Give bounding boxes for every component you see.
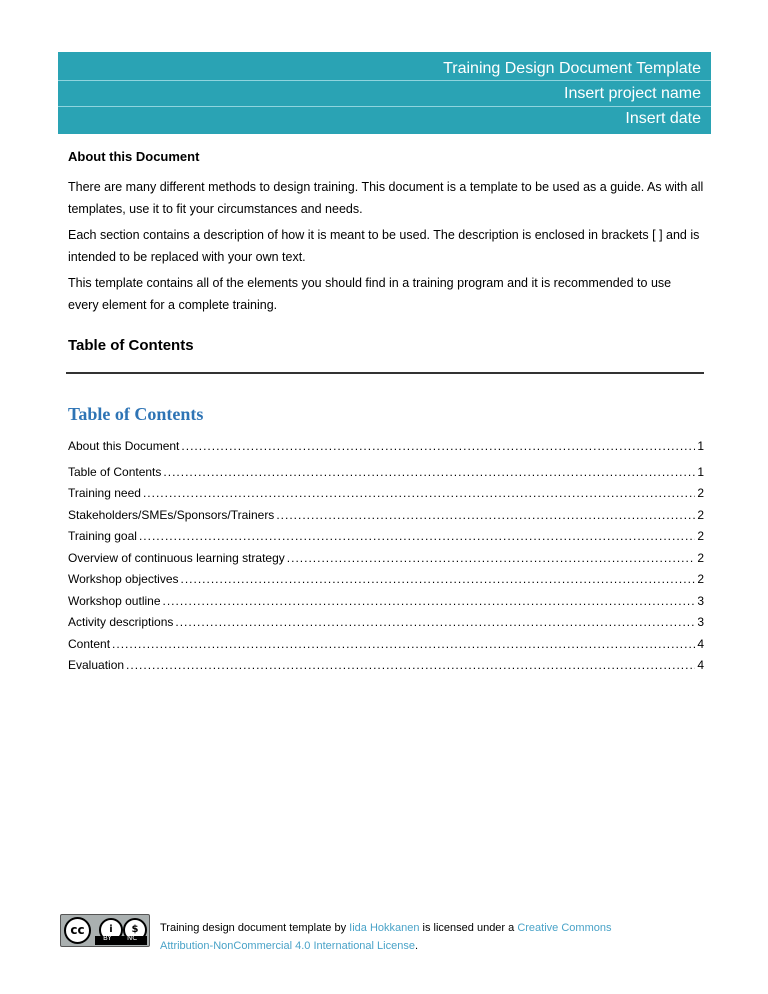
toc-entry-page: 1 (697, 439, 704, 453)
toc-leader-dots (181, 569, 696, 591)
toc-entry[interactable] (68, 591, 704, 613)
toc-entry-label: Activity descriptions (68, 615, 174, 629)
toc-entry[interactable] (68, 612, 704, 634)
footer-text: is licensed under a (419, 922, 518, 934)
toc-entry-page: 2 (697, 572, 704, 586)
toc-leader-dots (126, 655, 695, 677)
toc-entry-label: Workshop outline (68, 593, 161, 608)
toc-entry[interactable] (68, 483, 704, 505)
horizontal-rule (66, 372, 704, 374)
license-notice (160, 919, 700, 955)
toc-entry-label: Training goal (68, 529, 137, 543)
cc-license-badge[interactable] (60, 914, 150, 947)
license-link[interactable]: Creative Commons (517, 922, 612, 934)
toc-title: Table of Contents (68, 404, 204, 424)
about-paragraph: This template contains all of the elements you should find in a training program and it is recommended to use every element for a complete training. (68, 276, 672, 312)
toc-entry-page: 4 (697, 636, 704, 651)
toc-entry[interactable] (68, 436, 704, 458)
document-title: Training Design Document Template (443, 60, 701, 77)
header-divider (58, 106, 711, 107)
toc-entry-page: 3 (697, 615, 704, 629)
badge-label-strip (95, 936, 147, 945)
toc-entry-page: 2 (697, 507, 704, 522)
toc-entry-label: About this Document (68, 439, 180, 453)
footer-period: . (414, 940, 419, 952)
toc-entry-label: Table of Contents (68, 464, 162, 479)
author-link[interactable]: Iida Hokkanen (349, 922, 420, 934)
toc-entry-page: 2 (697, 529, 704, 543)
toc-leader-dots (175, 612, 695, 634)
about-paragraph: Each section contains a description of how it is meant to be used. The description is enclosed in brackets [ ] and is intended to be replaced with your own text. (68, 228, 700, 264)
cc-icon: cc (64, 917, 91, 944)
license-link[interactable]: Attribution-NonCommercial 4.0 International License (160, 940, 415, 952)
toc-entry[interactable] (68, 526, 704, 548)
toc-leader-dots (287, 548, 696, 570)
toc-entry-page: 1 (697, 464, 704, 479)
attribution-icon: i (99, 918, 123, 942)
toc-leader-dots (181, 436, 695, 458)
about-heading: About this Document (68, 149, 200, 164)
toc-entry-label: Evaluation (68, 658, 125, 672)
header-banner (58, 52, 711, 134)
toc-entry-label: Workshop objectives (68, 572, 179, 586)
toc-entry-label: Content (68, 636, 111, 651)
toc-entry-label: Stakeholders/SMEs/Sponsors/Trainers (68, 507, 275, 522)
about-section (68, 148, 704, 320)
toc-entry[interactable] (68, 505, 704, 527)
about-paragraph: There are many different methods to design training. This document is a template to be used as a guide. As with all templates, use it to fit your circumstances and needs. (68, 180, 704, 216)
toc-entry[interactable] (68, 548, 704, 570)
toc-leader-dots (163, 591, 696, 613)
document-date: Insert date (625, 110, 701, 127)
toc-leader-dots (276, 505, 695, 527)
toc-section-heading: Table of Contents (68, 337, 194, 354)
toc-entry-page: 2 (697, 550, 704, 565)
toc-entry-label: Overview of continuous learning strategy (68, 550, 285, 565)
toc-entry[interactable] (68, 655, 704, 677)
toc-leader-dots (139, 526, 695, 548)
toc-entry-page: 2 (697, 486, 704, 500)
toc-entry-page: 3 (697, 593, 704, 608)
nc-label: NC (127, 934, 138, 942)
toc-leader-dots (112, 634, 695, 656)
toc-entry[interactable] (68, 634, 704, 656)
header-divider (58, 80, 711, 81)
toc-leader-dots (163, 462, 695, 484)
noncommercial-icon: $ (123, 918, 147, 942)
toc-entry-page: 4 (697, 658, 704, 672)
toc-list (68, 436, 704, 677)
toc-entry[interactable] (68, 462, 704, 484)
toc-entry[interactable] (68, 569, 704, 591)
footer-text: Training design document template by (160, 922, 350, 934)
project-name: Insert project name (564, 85, 701, 102)
toc-leader-dots (143, 483, 695, 505)
toc-entry-label: Training need (68, 486, 141, 500)
by-label: BY (103, 934, 112, 942)
